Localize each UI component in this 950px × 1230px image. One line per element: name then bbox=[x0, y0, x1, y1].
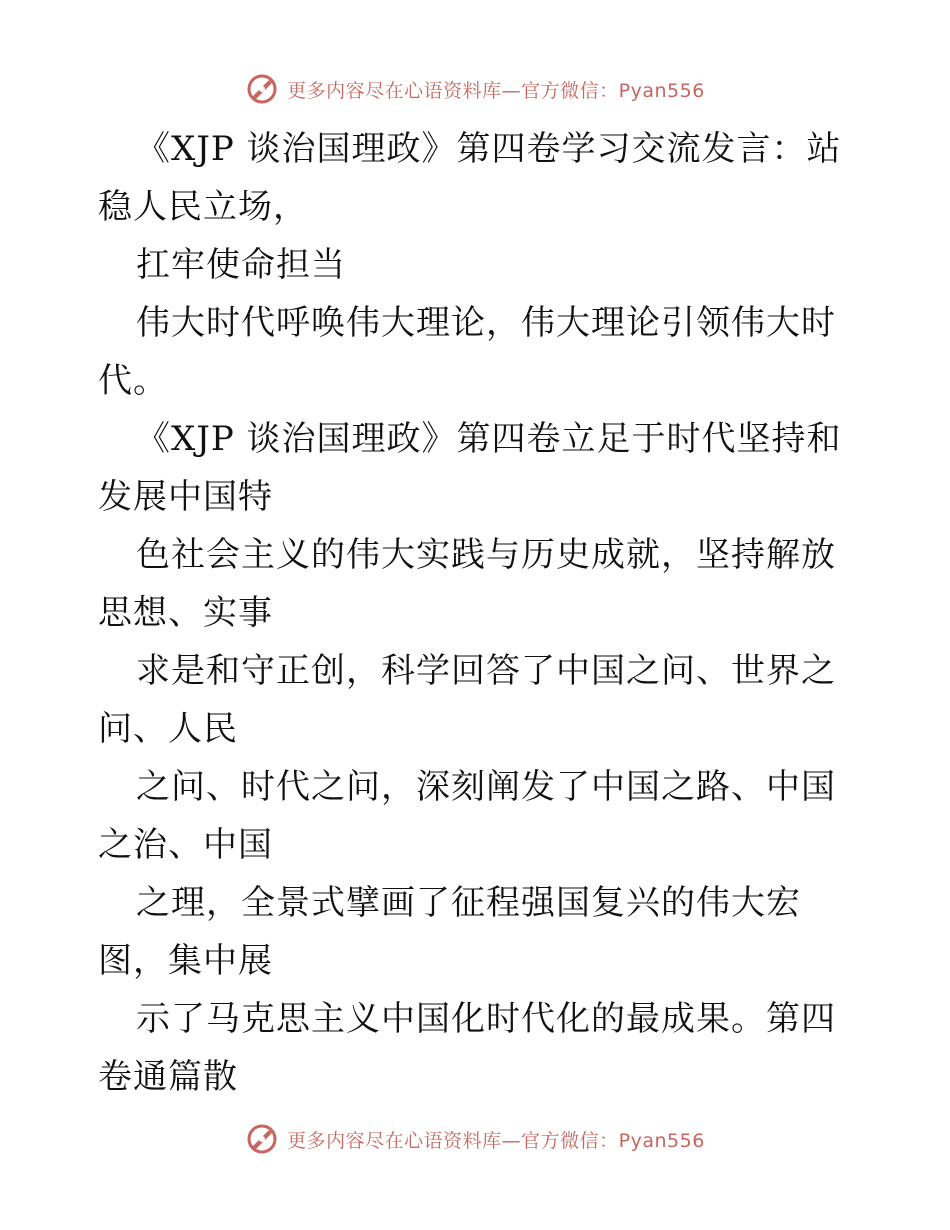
footer-banner bbox=[0, 1122, 950, 1156]
paragraph-8: 之理，全景式擘画了征程强国复兴的伟大宏图，集中展 bbox=[98, 883, 801, 981]
paragraph-5: 色社会主义的伟大实践与历史成就，坚持解放思想、实事 bbox=[98, 535, 836, 633]
document-body bbox=[98, 120, 858, 1106]
paragraph-7: 之问、时代之问，深刻阐发了中国之路、中国之治、中国 bbox=[98, 767, 836, 865]
header-banner bbox=[0, 72, 950, 106]
footer-banner-text: 更多内容尽在心语资料库—官方微信：Pyan556 bbox=[287, 1129, 705, 1152]
paragraph-4: 《XJP 谈治国理政》第四卷立足于时代坚持和发展中国特 bbox=[98, 419, 842, 517]
paragraph-6: 求是和守正创，科学回答了中国之问、世界之问、人民 bbox=[98, 651, 836, 749]
header-banner-text: 更多内容尽在心语资料库—官方微信：Pyan556 bbox=[287, 79, 705, 102]
paragraph-2: 扛牢使命担当 bbox=[136, 245, 346, 285]
paragraph-9: 示了马克思主义中国化时代化的最成果。第四卷通篇散 bbox=[98, 999, 836, 1097]
paragraph-3: 伟大时代呼唤伟大理论，伟大理论引领伟大时代。 bbox=[98, 303, 836, 401]
paragraph-1: 《XJP 谈治国理政》第四卷学习交流发言：站稳人民立场， bbox=[98, 129, 842, 227]
pen-nib-logo-icon bbox=[245, 72, 279, 106]
pen-nib-logo-icon bbox=[245, 1122, 279, 1156]
